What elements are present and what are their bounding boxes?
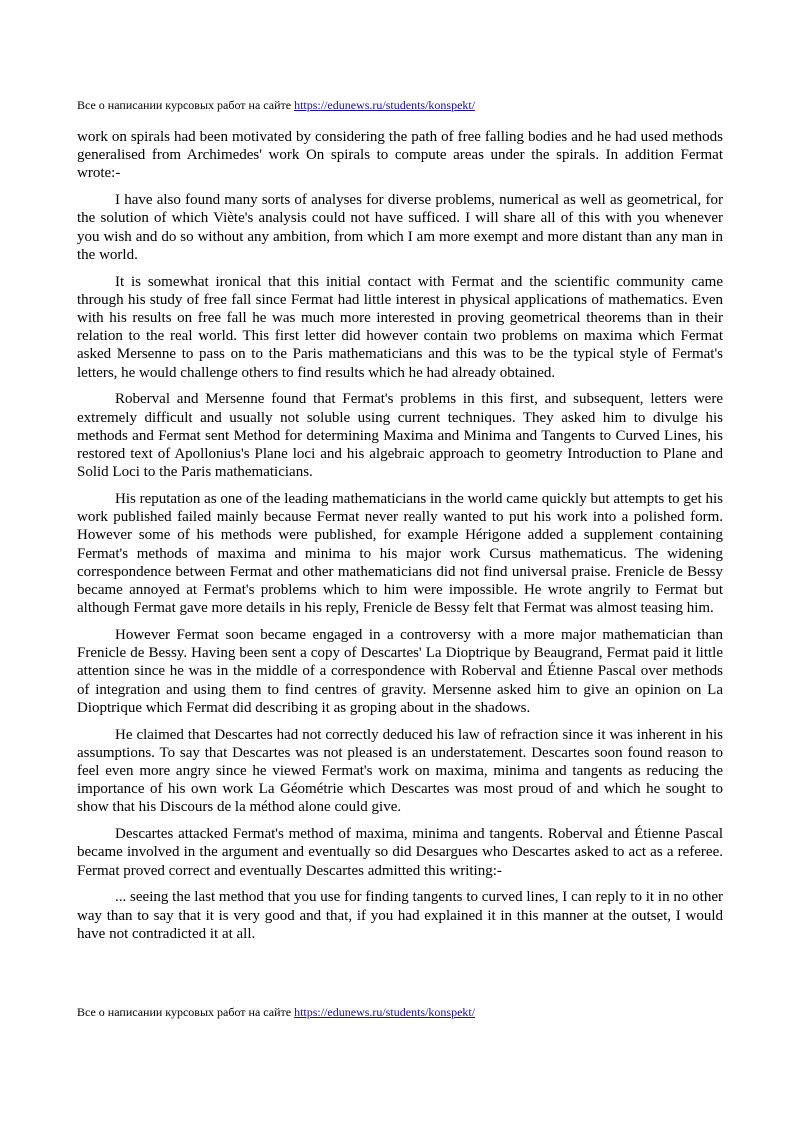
page-header (77, 98, 475, 112)
paragraph-5: His reputation as one of the leading mathematicians in the world came quickly but attempts to get his work published failed mainly because Fermat never really wanted to put his work into a polished form. However some of his methods were published, for example Hérigone added a supplement containing Fermat's methods of maxima and minima to his major work Cursus mathematicus. The widening correspondence between Fermat and other mathematicians did not find universal praise. Frenicle de Bessy became annoyed at Fermat's problems which to him were impossible. He wrote angrily to Fermat but although Fermat gave more details in his reply, Frenicle de Bessy felt that Fermat was almost teasing him. (77, 491, 723, 617)
paragraph-4: Roberval and Mersenne found that Fermat's problems in this first, and subsequent, letters were extremely difficult and usually not soluble using current techniques. They asked him to divulge his methods and Fermat sent Method for determining Maxima and Minima and Tangents to Curved Lines, his restored text of Apollonius's Plane loci and his algebraic approach to geometry Introduction to Plane and Solid Loci to the Paris mathematicians. (77, 391, 723, 481)
document-body (77, 128, 723, 952)
paragraph-1: work on spirals had been motivated by considering the path of free falling bodies and he had used methods generalised from Archimedes' work On spirals to compute areas under the spirals. In addition Fermat wrote:- (77, 129, 723, 182)
paragraph-6: However Fermat soon became engaged in a controversy with a more major mathematician than Frenicle de Bessy. Having been sent a copy of Descartes' La Dioptrique by Beaugrand, Fermat paid it little attention since he was in the middle of a correspondence with Roberval and Étienne Pascal over methods of integration and using them to find centres of gravity. Mersenne asked him to give an opinion on La Dioptrique which Fermat did describing it as groping about in the shadows. (77, 627, 723, 716)
paragraph-3: It is somewhat ironical that this initial contact with Fermat and the scientific community came through his study of free fall since Fermat had little interest in physical applications of mathematics. Even with his results on free fall he was much more interested in proving geometrical theorems than in their relation to the real world. This first letter did however contain two problems on maxima which Fermat asked Mersenne to pass on to the Paris mathematicians and this was to be the typical style of Fermat's letters, he would challenge others to find results which he had already obtained. (77, 273, 723, 381)
footer-link[interactable]: https://edunews.ru/students/konspekt/ (294, 1005, 476, 1019)
paragraph-7: He claimed that Descartes had not correctly deduced his law of refraction since it was inherent in his assumptions. To say that Descartes was not pleased is an understatement. Descartes soon found reason to feel even more angry since he viewed Fermat's work on maxima, minima and tangents as reducing the importance of his own work La Géométrie which Descartes was most proud of and which he sought to show that his Discours de la méthod alone could give. (77, 726, 723, 816)
footer-prefix: Все о написании курсовых работ на сайте (77, 1005, 295, 1019)
paragraph-9: ... seeing the last method that you use for finding tangents to curved lines, I can reply to it in no other way than to say that it is very good and that, if you had explained it in this manner at the outset, I would have not contradicted it at all. (77, 889, 723, 942)
header-link[interactable]: https://edunews.ru/students/konspekt/ (294, 98, 476, 112)
page-footer (77, 1005, 475, 1019)
paragraph-2: I have also found many sorts of analyses for diverse problems, numerical as well as geometrical, for the solution of which Viète's analysis could not have sufficed. I will share all of this with you whenever you wish and do so without any ambition, from which I am more exempt and more distant than any man in the world. (77, 192, 723, 263)
header-prefix: Все о написании курсовых работ на сайте (77, 98, 295, 112)
paragraph-8: Descartes attacked Fermat's method of maxima, minima and tangents. Roberval and Étienne Pascal became involved in the argument and eventually so did Desargues who Descartes asked to act as a referee. Fermat proved correct and eventually Descartes admitted this writing:- (77, 826, 723, 879)
